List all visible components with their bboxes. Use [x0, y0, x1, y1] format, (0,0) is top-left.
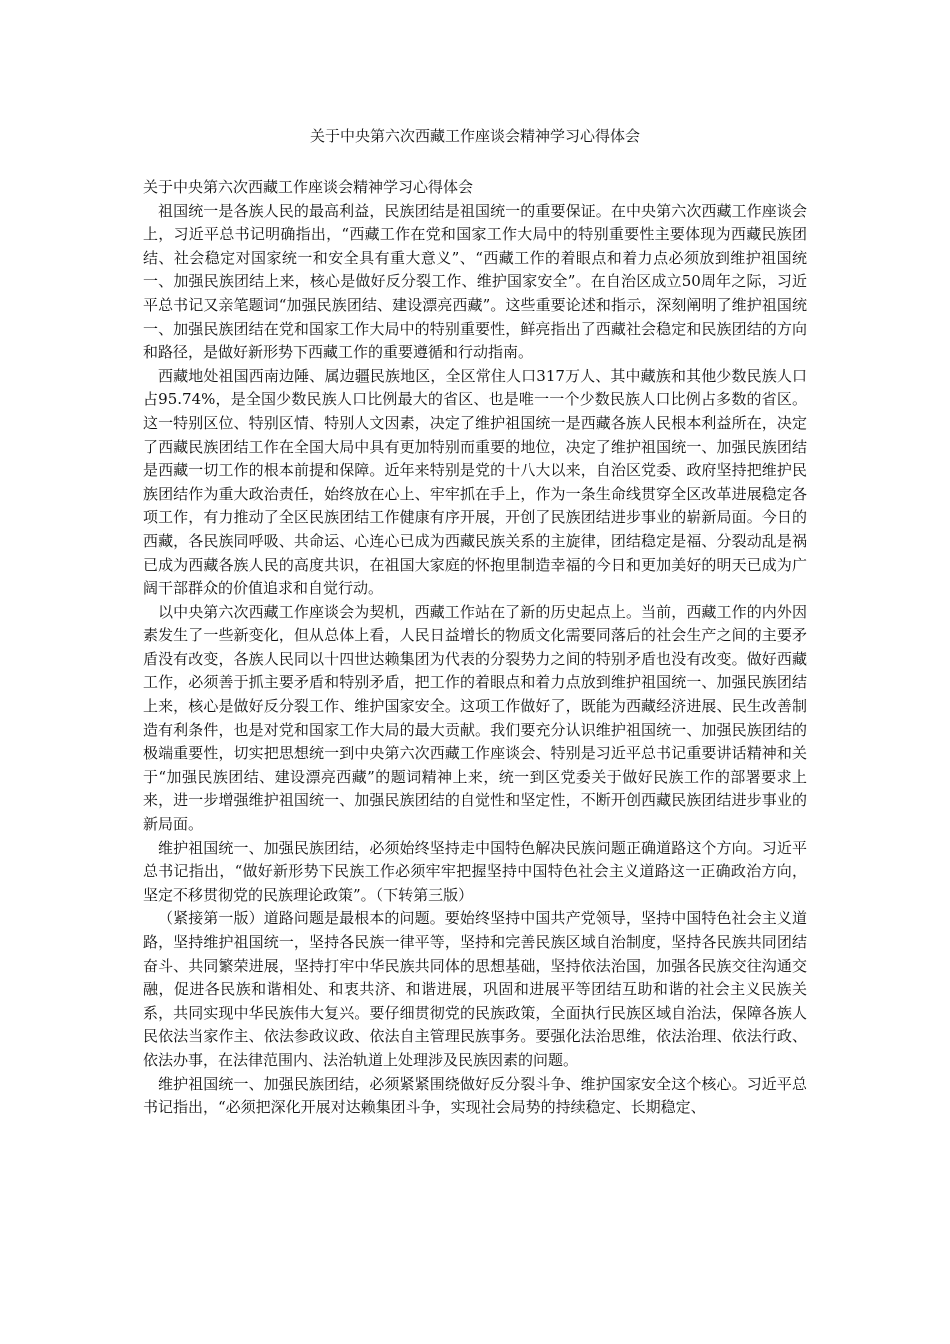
paragraph-2: 西藏地处祖国西南边陲、属边疆民族地区，全区常住人口317万人、其中藏族和其他少数民族人口占95.74%，是全国少数民族人口比例最大的省区、也是唯一一个少数民族人口比例占多数的省区。这一特别区位、特别区情、特别人文因素，决定了维护祖国统一是西藏各族人民根本利益所在，决定了西藏民族团结工作在全国大局中具有更加特别而重要的地位，决定了维护祖国统一、加强民族团结是西藏一切工作的根本前提和保障。近年来特别是党的十八大以来，自治区党委、政府坚持把维护民族团结作为重大政治责任，始终放在心上、牢牢抓在手上，作为一条生命线贯穿全区改革进展稳定各项工作，有力推动了全区民族团结工作健康有序开展，开创了民族团结进步事业的崭新局面。今日的西藏，各民族同呼吸、共命运、心连心已成为西藏民族关系的主旋律，团结稳定是福、分裂动乱是祸已成为西藏各族人民的高度共识，在祖国大家庭的怀抱里制造幸福的今日和更加美好的明天已成为广阔干部群众的价值追求和自觉行动。	[143, 366, 807, 598]
document-body	[143, 176, 807, 1120]
paragraph-5: （紧接第一版）道路问题是最根本的问题。要始终坚持中国共产党领导，坚持中国特色社会主义道路，坚持维护祖国统一，坚持各民族一律平等，坚持和完善民族区域自治制度，坚持各民族共同团结奋斗、共同繁荣进展，坚持打牢中华民族共同体的思想基础，坚持依法治国，加强各民族交往沟通交融，促进各民族和谐相处、和衷共济、和谐进展，巩固和进展平等团结互助和谐的社会主义民族关系，共同实现中华民族伟大复兴。要仔细贯彻党的民族政策，全面执行民族区域自治法，保障各族人民依法当家作主、依法参政议政、依法自主管理民族事务。要强化法治思维，依法治理、依法行政、依法办事，在法律范围内、法治轨道上处理涉及民族因素的问题。	[143, 909, 807, 1069]
paragraph-4: 维护祖国统一、加强民族团结，必须始终坚持走中国特色解决民族问题正确道路这个方向。习近平总书记指出，“做好新形势下民族工作必须牢牢把握坚持中国特色社会主义道路这一正确政治方向，坚定不移贯彻党的民族理论政策”。（下转第三版）	[143, 838, 807, 904]
paragraph-6: 维护祖国统一、加强民族团结，必须紧紧围绕做好反分裂斗争、维护国家安全这个核心。习近平总书记指出，“必须把深化开展对达赖集团斗争，实现社会局势的持续稳定、长期稳定、	[143, 1074, 807, 1117]
paragraph-1: 祖国统一是各族人民的最高利益，民族团结是祖国统一的重要保证。在中央第六次西藏工作座谈会上，习近平总书记明确指出，“西藏工作在党和国家工作大局中的特别重要性主要体现为西藏民族团结、社会稳定对国家统一和安全具有重大意义”、“西藏工作的着眼点和着力点必须放到维护祖国统一、加强民族团结上来，核心是做好反分裂工作、维护国家安全”。在自治区成立50周年之际，习近平总书记又亲笔题词“加强民族团结、建设漂亮西藏”。这些重要论述和指示，深刻阐明了维护祖国统一、加强民族团结在党和国家工作大局中的特别重要性，鲜亮指出了西藏社会稳定和民族团结的方向和路径，是做好新形势下西藏工作的重要遵循和行动指南。	[143, 201, 807, 362]
document-title: 关于中央第六次西藏工作座谈会精神学习心得体会	[309, 127, 640, 145]
paragraph-3: 以中央第六次西藏工作座谈会为契机，西藏工作站在了新的历史起点上。当前，西藏工作的内外因素发生了一些新变化，但从总体上看，人民日益增长的物质文化需要同落后的社会生产之间的主要矛盾没有改变，各族人民同以十四世达赖集团为代表的分裂势力之间的特别矛盾也没有改变。做好西藏工作，必须善于抓主要矛盾和特别矛盾，把工作的着眼点和着力点放到维护祖国统一、加强民族团结上来，核心是做好反分裂工作、维护国家安全。这项工作做好了，既能为西藏经济进展、民生改善制造有利条件，也是对党和国家工作大局的最大贡献。我们要充分认识维护祖国统一、加强民族团结的极端重要性，切实把思想统一到中央第六次西藏工作座谈会、特别是习近平总书记重要讲话精神和关于“加强民族团结、建设漂亮西藏”的题词精神上来，统一到区党委关于做好民族工作的部署要求上来，进一步增强维护祖国统一、加强民族团结的自觉性和坚定性，不断开创西藏民族团结进步事业的新局面。	[143, 602, 807, 834]
document-subtitle: 关于中央第六次西藏工作座谈会精神学习心得体会	[143, 178, 474, 196]
